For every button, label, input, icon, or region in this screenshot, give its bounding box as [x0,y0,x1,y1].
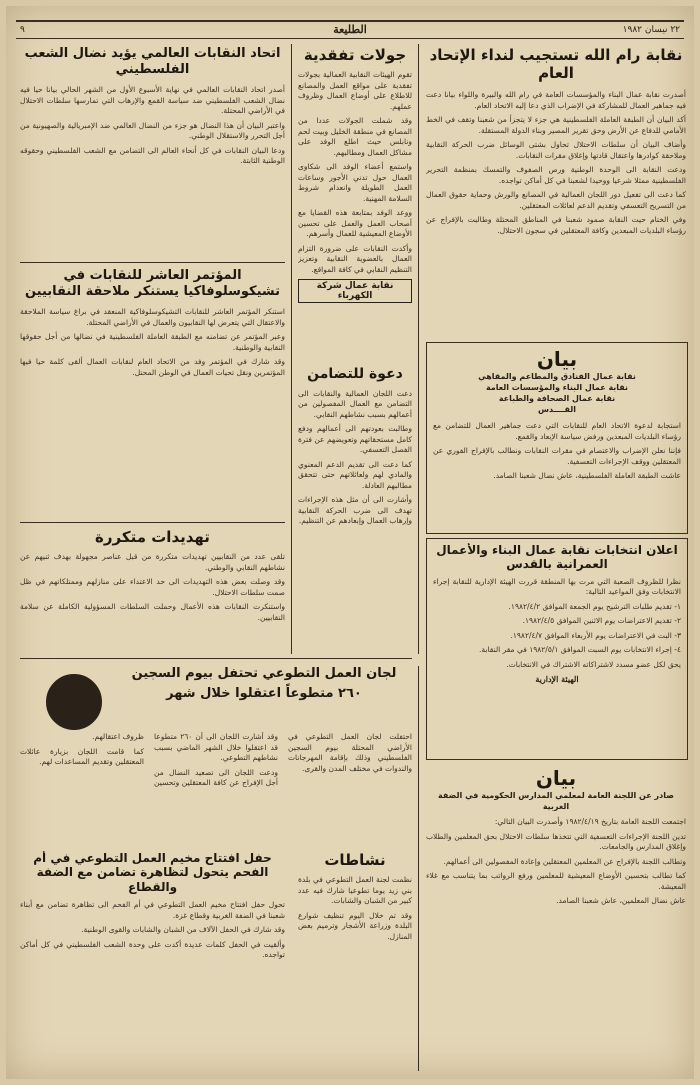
article-wftu-support [20,46,285,256]
article-body: تلقى عدد من النقابيين تهديدات متكررة من قبل عناصر مجهولة بهدف ثنيهم عن نشاطهم النقابي والوطني. وقد وصلت بعض هذه التهديدات الى حد الاعتداء على منازلهم وممتلكاتهم في ظل صمت سلطات الاحتلال. واستنكرت النقابات هذه الأعمال وحملت السلطات المسؤولية الكاملة عن سلامة النقابيين. [20,552,285,622]
headline: حفل افتتاح مخيم العمل التطوعي في أم الفحم يتحول لتظاهرة تضامن مع الضفة والقطاع [33,851,272,894]
issuer: نقابة عمال الصحافة والطباعة [498,394,616,403]
section-tag: نقابة عمال شركة الكهرباء [298,279,412,303]
headline: اتحاد النقابات العالمي يؤيد نضال الشعب الفلسطيني [24,46,281,77]
column-rule [418,666,419,1071]
article-prisoners-day [20,732,412,842]
article-body: استنكر المؤتمر العاشر للنقابات التشيكوسلوفاكية المنعقد في براغ سياسة الملاحقة والاعتقال التي يتعرض لها النقابيون والعمال في الأراضي المحتلة. وعبر المؤتمر عن تضامنه مع الطبقة العاملة الفلسطينية في نضالها من أجل حقوقها النقابية والوطنية. وقد شارك في المؤتمر وفد من الاتحاد العام لنقابات العمال ألقى كلمة حيا فيها المؤتمرين ونقل تحيات العمال في الوطن المحتل. [20,307,285,377]
headline: اعلان انتخابات نقابة عمال البناء والأعمال العمرانية بالقدس [436,543,678,572]
elections-announcement [426,538,688,760]
headline: نشاطات [324,851,386,869]
masthead [16,20,684,39]
headline: تهديدات متكررة [95,528,210,546]
article-body: احتفلت لجان العمل التطوعي في الأراضي المحتلة بيوم السجين الفلسطيني وذلك بإقامة المهرجانات والندوات في مختلف المدن والقرى. وقد أشارت اللجان الى أن ٢٦٠ متطوعا قد اعتقلوا خلال الشهر الماضي بسبب نشاطهم التطوعي. ودعت اللجان الى تصعيد النضال من أجل الإفراج عن كافة المعتقلين وتحسين ظروف اعتقالهم. كما قامت اللجان بزيارة عائلات المعتقلين وتقديم المساعدات لهم. [20,732,412,787]
column-rule [418,44,419,654]
headline: لجان العمل التطوعي تحتفل بيوم السجين [131,666,397,681]
article-body: أصدرت نقابة عمال البناء والمؤسسات العامة في رام الله والبيرة واللواء بيانا دعت فيه جماهير العمال للمشاركة في الإضراب الذي دعا إليه الاتحاد العام. أكد البيان أن الطبقة العاملة الفلسطينية هي جزء لا يتجزأ من شعبنا وتقف في الخط الأمامي للدفاع عن الأرض وحق تقرير المصير وبناء الدولة المستقلة. وأضاف البيان أن سلطات الاحتلال تحاول بشتى الوسائل ضرب الحركة النقابية وملاحقة كوادرها واعتقال قادتها وإغلاق مقرات النقابات. ودعت النقابة الى الوحدة الوطنية ورص الصفوف والتمسك بمنظمة التحرير الفلسطينية ممثلا شرعيا ووحيدا لشعبنا في كل أماكن تواجده. كما دعت الى تفعيل دور اللجان العمالية في المصانع والورش وحماية حقوق العمال من التسريح التعسفي وتقديم الدعم لعائلات المعتقلين. وفي الختام حيت النقابة صمود شعبنا في المناطق المحتلة وطالبت بالإفراج عن رؤساء البلديات المبعدين وكافة المعتقلين في سجون الاحتلال. [426,90,686,235]
statement-body: اجتمعت اللجنة العامة بتاريخ ١٩٨٢/٤/١٩ وأصدرت البيان التالي: تدين اللجنة الإجراءات التعسفية التي تتخذها سلطات الاحتلال بحق المعلمين والطلاب وإغلاق المدارس والجامعات. وتطالب اللجنة بالإفراج عن المعلمين المعتقلين وإعادة المفصولين الى أعمالهم. كما تطالب بتحسين الأوضاع المعيشية للمعلمين ورفع الرواتب بما يتناسب مع غلاء المعيشة. عاش نضال المعلمين، عاش شعبنا الصامد. [426,817,686,905]
article-body: أصدر اتحاد النقابات العالمي في نهاية الأسبوع الأول من الشهر الحالي بيانا حيا فيه نضال الشعب الفلسطيني ضد سياسة القمع والإرهاب التي تمارسها سلطات الاحتلال في الأراضي المحتلة. واعتبر البيان أن هذا النضال هو جزء من النضال العالمي ضد الإمبريالية والصهيونية من أجل التحرر والاستقلال الوطني. ودعا البيان النقابات في كل أنحاء العالم الى التضامن مع الشعب الفلسطيني وحقوقه الوطنية الثابتة. [20,85,285,166]
statement-title: بيان [536,347,578,371]
statement-title: بيان [535,766,577,790]
volunteer-committee-emblem [46,674,102,730]
page-number: ٩ [20,25,25,35]
article-threats [20,528,285,653]
article-czech-congress [20,268,285,518]
section-divider [20,522,285,523]
article-body: دعت اللجان العمالية والنقابات الى التضامن مع العمال المفصولين من أعمالهم بسبب نشاطهم النقابي. وطالبت بعودتهم الى أعمالهم ودفع كامل مستحقاتهم وتعويضهم عن فترة الفصل التعسفي. كما دعت الى تقديم الدعم المعنوي والمادي لهم ولعائلاتهم حتى تتحقق مطالبهم العادلة. وأشارت الى أن مثل هذه الإجراءات تهدف الى ضرب الحركة النقابية وإرهاب العمال وإبعادهم عن التنظيم. [298,388,412,526]
issuer: نقابة عمال الفنادق والمطاعم والمقاهي [478,372,636,381]
section-divider [20,262,285,263]
issuer: نقابة عمال البناء والمؤسسات العامة [485,383,629,392]
issue-date: ٢٢ نيسان ١٩٨٢ [622,25,680,35]
article-solidarity-call [298,366,412,651]
section-divider [20,658,412,659]
newspaper-page [6,6,694,1079]
headline: نقابة رام الله تستجيب لنداء الإتحاد العام [429,46,683,82]
statement-box-unions [426,342,688,534]
subheadline: ٢٦٠ متطوعاً اعتقلوا خلال شهر [166,685,362,701]
article-rammallah-union [426,46,686,336]
statement-location: القــــدس [537,405,577,414]
article-volunteer-camp [20,851,285,1066]
headline: دعوة للتضامن [307,366,403,382]
statement-teachers [426,766,686,1066]
prisoners-day-header [116,666,412,726]
article-body: تحول حفل افتتاح مخيم العمل التطوعي في أم الفحم الى تظاهرة تضامن مع أبناء شعبنا في الضفة الغربية وقطاع غزة. وقد شارك في الحفل الآلاف من الشبان والشابات والقوى الوطنية. وألقيت في الحفل كلمات عديدة أكدت على وحدة الشعب الفلسطيني في كل أماكن تواجده. [20,900,285,960]
announcement-body: نظرا للظروف الصعبة التي مرت بها المنطقة قررت الهيئة الإدارية للنقابة إجراء الانتخابات وفق المواعيد التالية: ١- تقديم طلبات الترشيح يوم الجمعة الموافق ١٩٨٢/٤/٢. ٢- تقديم الاعتراضات يوم الاثنين الموافق ١٩٨٢/٤/٥. ٣- البت في الاعتراضات يوم الأربعاء الموافق ١٩٨٢/٤/٧. ٤- إجراء الانتخابات يوم السبت الموافق ١٩٨٢/٥/١ في مقر النقابة. يحق لكل عضو مسدد لاشتراكاته الاشتراك في الانتخابات. [433,576,681,669]
column-rule [291,44,292,654]
headline: جولات تفقدية [303,46,407,64]
publication-name: الطليعة [333,23,367,36]
statement-body: استجابة لدعوة الاتحاد العام للنقابات التي دعت جماهير العمال للتضامن مع رؤساء البلديات المبعدين ورفض سياسة الإبعاد والقمع. فإننا نعلن الإضراب والاعتصام في مقرات النقابات ونطالب بالإفراج الفوري عن المعتقلين ووقف الإجراءات التعسفية. عاشت الطبقة العاملة الفلسطينية، عاش نضال شعبنا الصامد. [433,421,681,480]
article-inspection-tours [298,46,412,346]
article-activities [298,851,412,1066]
signature: الهيئة الإدارية [535,674,579,685]
headline: المؤتمر العاشر للنقابات في تشيكوسلوفاكيا يستنكر ملاحقة النقابيين [24,268,281,299]
article-body: تقوم الهيئات النقابية العمالية بجولات تفقدية على مواقع العمل والمصانع للاطلاع على أوضاع العمال وظروف عملهم. وقد شملت الجولات عددا من المصانع في منطقة الخليل وبيت لحم ونابلس حيث اطلع الوفد على مشاكل العمال ومطالبهم. واستمع أعضاء الوفد الى شكاوى العمال حول تدني الأجور وساعات العمل الطويلة وانعدام شروط السلامة المهنية. ووعد الوفد بمتابعة هذه القضايا مع أصحاب العمل والعمل على تحسين الأوضاع المعيشية للعمال وأسرهم. وأكدت النقابات على ضرورة التزام العمال بالعضوية النقابية وتعزيز التنظيم النقابي في كافة المواقع. [298,70,412,274]
statement-subtitle: صادر عن اللجنة العامة لمعلمي المدارس الحكومية في الضفة الغربية [438,791,674,811]
article-body: نظمت لجنة العمل التطوعي في بلدة بني زيد يوما تطوعيا شارك فيه عدد كبير من الشبان والشابات. وقد تم خلال اليوم تنظيف شوارع البلدة وزراعة الأشجار وترميم بعض المنازل. [298,875,412,941]
